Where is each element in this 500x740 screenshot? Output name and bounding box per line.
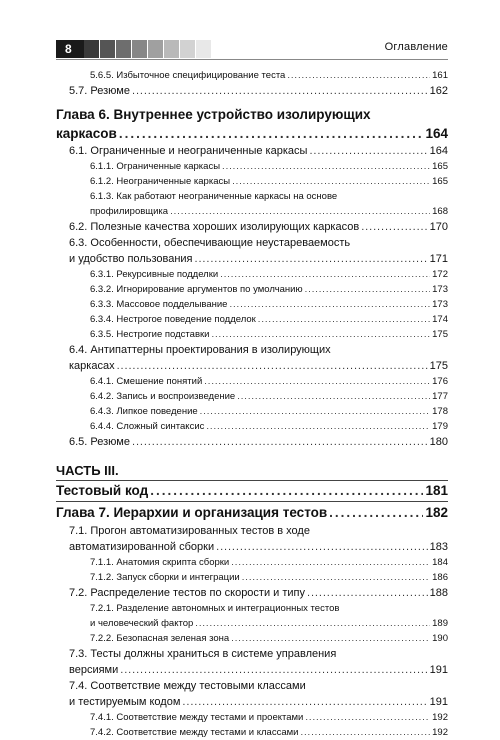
toc-entry-title: 6.5. Резюме [69, 436, 130, 448]
toc-entry[interactable] [56, 678, 448, 710]
toc-entry-line2 [90, 204, 448, 219]
toc-entry-title: 6.3.4. Нестрогое поведение подделок [90, 314, 256, 325]
toc-entry-title: 6.1. Ограниченные и неограниченные каркасы [69, 145, 308, 157]
toc-page: 191 [429, 696, 448, 708]
toc-entry[interactable] [56, 327, 448, 342]
toc-entry[interactable] [56, 646, 448, 678]
leader-dots [232, 174, 430, 189]
toc-entry[interactable] [56, 297, 448, 312]
toc-page: 162 [429, 85, 448, 97]
toc-entry-title: версиями [69, 664, 119, 676]
toc-entry-title: каркасов [56, 126, 117, 141]
leader-dots [119, 124, 424, 143]
toc-entry[interactable] [56, 555, 448, 570]
toc-entry[interactable] [56, 585, 448, 601]
toc-entry-title: профилировщика [90, 206, 169, 217]
toc-entry[interactable] [56, 389, 448, 404]
leader-dots [307, 585, 428, 601]
gradient-block [132, 40, 147, 58]
toc-page: 168 [432, 206, 448, 217]
running-title: Оглавление [384, 41, 448, 53]
toc-entry-title: каркасах [69, 360, 115, 372]
part-label: ЧАСТЬ III. [56, 463, 119, 478]
toc-entry-title-line1: 7.1. Прогон автоматизированных тестов в ходе [69, 525, 310, 537]
toc-entry-title: 6.1.2. Неограниченные каркасы [90, 176, 231, 187]
toc-page: 192 [432, 727, 448, 738]
toc-entry-title: 7.1.2. Запуск сборки и интеграции [90, 572, 240, 583]
part-title: Тестовый код [56, 483, 149, 498]
toc-entry-line2 [90, 616, 448, 631]
toc-entry-title: 7.2.2. Безопасная зеленая зона [90, 633, 230, 644]
toc-page: 173 [432, 284, 448, 295]
chapter-title-line2 [56, 124, 448, 143]
toc-entry-title: 6.4.1. Смешение понятий [90, 376, 203, 387]
toc-page: 170 [429, 221, 448, 233]
leader-dots [231, 555, 430, 570]
leader-dots [200, 404, 430, 419]
toc-page: 161 [432, 70, 448, 81]
toc-entry[interactable] [56, 434, 448, 450]
leader-dots [182, 694, 427, 710]
toc-entry[interactable] [56, 189, 448, 219]
page-header [56, 40, 448, 58]
gradient-block [196, 40, 211, 58]
gradient-block [164, 40, 179, 58]
toc-page: 191 [429, 664, 448, 676]
toc-page: 174 [432, 314, 448, 325]
toc-entry-title: 6.3.3. Массовое подделывание [90, 299, 228, 310]
leader-dots [305, 710, 430, 725]
toc-page: 164 [429, 145, 448, 157]
toc-entry-title: и человеческий фактор [90, 618, 194, 629]
toc-page: 176 [432, 376, 448, 387]
part-heading[interactable] [56, 481, 448, 501]
leader-dots [117, 358, 428, 374]
toc-entry[interactable] [56, 601, 448, 631]
toc-page: 179 [432, 421, 448, 432]
toc-entry-title: 7.4.1. Соответствие между тестами и проектами [90, 712, 304, 723]
toc-entry-title: 6.4.2. Запись и воспроизведение [90, 391, 236, 402]
toc-entry-title-line1: 7.2.1. Разделение автономных и интеграционных тестов [90, 603, 340, 614]
toc-page: 182 [425, 505, 448, 520]
toc-entry-title-line1: 7.4. Соответствие между тестовыми классами [69, 680, 306, 692]
leader-dots [132, 434, 428, 450]
leader-dots [309, 143, 427, 159]
toc-entry-line2 [69, 539, 448, 555]
toc-entry[interactable] [56, 404, 448, 419]
gradient-block [148, 40, 163, 58]
toc-entry[interactable] [56, 83, 448, 99]
toc-page: 181 [425, 483, 448, 498]
toc-page: 178 [432, 406, 448, 417]
toc-entry[interactable] [56, 419, 448, 434]
toc-entry-title-line1: 7.3. Тесты должны храниться в системе управления [69, 648, 337, 660]
leader-dots [204, 374, 430, 389]
table-of-contents [56, 68, 448, 740]
leader-dots [229, 297, 430, 312]
chapter-title: Глава 7. Иерархии и организация тестов [56, 505, 328, 520]
leader-dots [361, 219, 427, 235]
toc-entry-title-line1: 6.3. Особенности, обеспечивающие неустареваемость [69, 237, 351, 249]
toc-page: 183 [429, 541, 448, 553]
toc-entry[interactable] [56, 219, 448, 235]
leader-dots [150, 481, 423, 501]
header-gradient-blocks [84, 40, 212, 58]
toc-page: 192 [432, 712, 448, 723]
toc-entry[interactable] [56, 374, 448, 389]
toc-page: 165 [432, 161, 448, 172]
toc-entry[interactable] [56, 312, 448, 327]
chapter-heading[interactable] [56, 502, 448, 523]
leader-dots [258, 312, 430, 327]
toc-entry[interactable] [56, 631, 448, 646]
chapter-heading[interactable] [56, 105, 448, 143]
toc-entry-title: 6.1.1. Ограниченные каркасы [90, 161, 221, 172]
leader-dots [216, 539, 428, 555]
toc-entry-title: и тестируемым кодом [69, 696, 181, 708]
leader-dots [287, 68, 430, 83]
toc-page: 186 [432, 572, 448, 583]
toc-entry-title: 7.2. Распределение тестов по скорости и типу [69, 587, 306, 599]
toc-entry-title: автоматизированной сборки [69, 541, 215, 553]
toc-page: 171 [429, 253, 448, 265]
leader-dots [237, 389, 430, 404]
toc-entry-title: 5.6.5. Избыточное специфицирование теста [90, 70, 286, 81]
toc-entry[interactable] [56, 282, 448, 297]
toc-page: 188 [429, 587, 448, 599]
toc-page: 180 [429, 436, 448, 448]
toc-page: 184 [432, 557, 448, 568]
toc-entry-title: 6.3.2. Игнорирование аргументов по умолчанию [90, 284, 303, 295]
toc-entry[interactable] [56, 143, 448, 159]
toc-entry[interactable] [56, 725, 448, 740]
leader-dots [220, 267, 430, 282]
leader-dots [231, 631, 430, 646]
toc-entry[interactable] [56, 174, 448, 189]
toc-entry-title-line1: 6.1.3. Как работают неограниченные каркасы на основе [90, 191, 338, 202]
gradient-block [116, 40, 131, 58]
leader-dots [120, 662, 427, 678]
leader-dots [195, 616, 430, 631]
leader-dots [206, 419, 430, 434]
toc-entry-title-line1: 6.4. Антипаттерны проектирования в изолирующих [69, 344, 331, 356]
page-number: 8 [56, 40, 84, 58]
toc-entry-title: 7.4.2. Соответствие между тестами и классами [90, 727, 299, 738]
toc-entry-title: 6.4.3. Липкое поведение [90, 406, 198, 417]
toc-entry[interactable] [56, 342, 448, 374]
toc-entry[interactable] [56, 68, 448, 83]
toc-page: 175 [429, 360, 448, 372]
toc-page: 177 [432, 391, 448, 402]
header-rule [56, 59, 448, 60]
chapter-title-line1: Глава 6. Внутреннее устройство изолирующих [56, 107, 371, 122]
toc-entry-line2 [69, 358, 448, 374]
toc-page: 175 [432, 329, 448, 340]
leader-dots [195, 251, 428, 267]
toc-page: 165 [432, 176, 448, 187]
toc-page: 172 [432, 269, 448, 280]
leader-dots [242, 570, 430, 585]
toc-entry-line2 [69, 251, 448, 267]
leader-dots [170, 204, 430, 219]
toc-entry[interactable] [56, 710, 448, 725]
toc-page: 189 [432, 618, 448, 629]
toc-entry[interactable] [56, 235, 448, 267]
toc-entry-title: 7.1.1. Анатомия скрипта сборки [90, 557, 230, 568]
toc-entry-title: 6.3.5. Нестрогие подставки [90, 329, 210, 340]
leader-dots [211, 327, 430, 342]
toc-entry-line2 [69, 694, 448, 710]
gradient-block [180, 40, 195, 58]
toc-entry-title: 6.3.1. Рекурсивные подделки [90, 269, 219, 280]
toc-entry-title: 6.4.4. Сложный синтаксис [90, 421, 205, 432]
leader-dots [132, 83, 428, 99]
toc-entry-title: 5.7. Резюме [69, 85, 130, 97]
toc-entry-title: и удобство пользования [69, 253, 193, 265]
gradient-block [100, 40, 115, 58]
leader-dots [305, 282, 431, 297]
leader-dots [222, 159, 430, 174]
toc-page: 164 [425, 126, 448, 141]
leader-dots [329, 502, 423, 523]
toc-entry-title: 6.2. Полезные качества хороших изолирующих каркасов [69, 221, 360, 233]
toc-page: 173 [432, 299, 448, 310]
toc-page: 190 [432, 633, 448, 644]
toc-entry[interactable] [56, 570, 448, 585]
toc-entry[interactable] [56, 267, 448, 282]
gradient-block [84, 40, 99, 58]
toc-entry-line2 [69, 662, 448, 678]
toc-entry[interactable] [56, 523, 448, 555]
leader-dots [300, 725, 430, 740]
toc-entry[interactable] [56, 159, 448, 174]
